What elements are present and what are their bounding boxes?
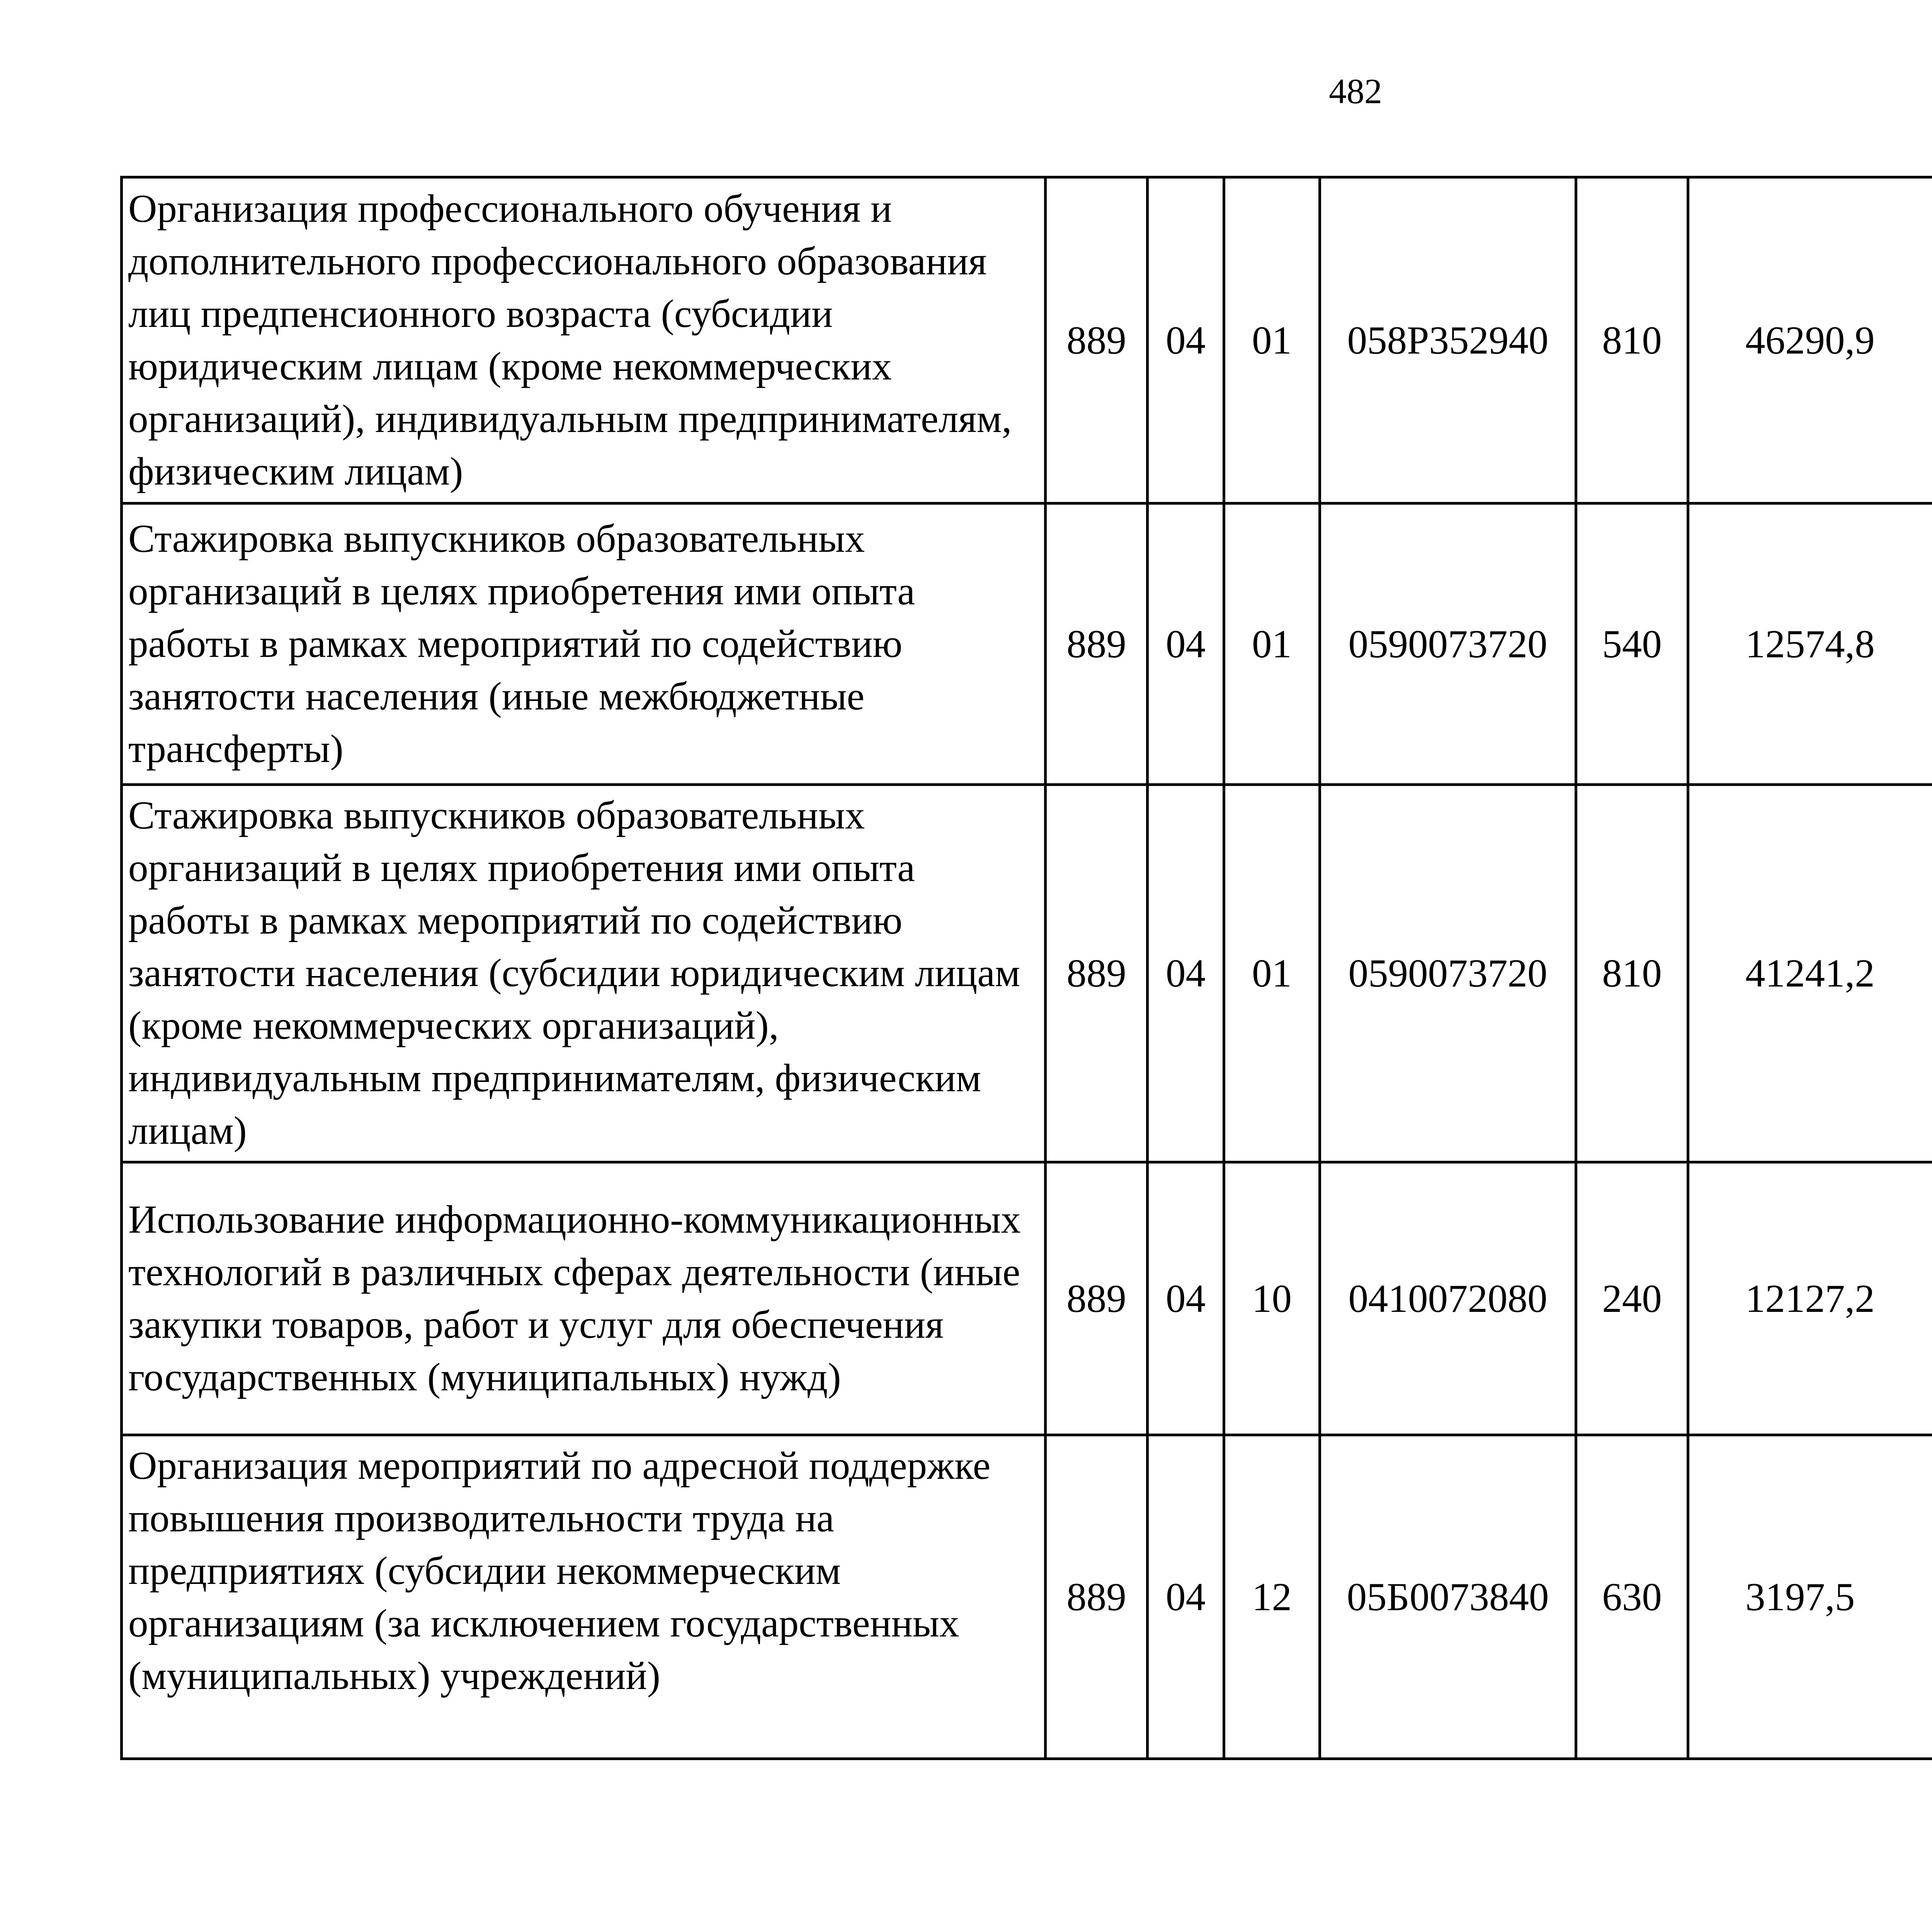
table-row: [122, 177, 1932, 503]
section-code: 04: [1148, 785, 1224, 1162]
table-row: [122, 1435, 1932, 1759]
subsection-code: 12: [1224, 1435, 1320, 1759]
section-code: 04: [1148, 503, 1224, 785]
expense-type-code: 810: [1576, 785, 1688, 1162]
target-article-code: 05Б0073840: [1320, 1435, 1576, 1759]
ministry-code: 889: [1046, 177, 1148, 503]
amount-year-1: 12127,2: [1688, 1162, 1932, 1435]
ministry-code: 889: [1046, 1162, 1148, 1435]
row-description: Организация профессионального обучения и дополнительного профессионального образования лиц предпенсионного возраста (субсидии юридическим лицам (кроме некоммерческих организаций), индивидуальным предпринимателям, физическим лицам): [122, 177, 1046, 503]
target-article-code: 058Р352940: [1320, 177, 1576, 503]
amount-year-1: 3197,5: [1688, 1435, 1932, 1759]
expense-type-code: 540: [1576, 503, 1688, 785]
target-article-code: 0410072080: [1320, 1162, 1576, 1435]
page-number: 482: [1329, 71, 1382, 111]
amount-year-1: 41241,2: [1688, 785, 1932, 1162]
target-article-code: 0590073720: [1320, 503, 1576, 785]
amount-year-1: 46290,9: [1688, 177, 1932, 503]
target-article-code: 0590073720: [1320, 785, 1576, 1162]
table-row: [122, 785, 1932, 1162]
section-code: 04: [1148, 1435, 1224, 1759]
subsection-code: 01: [1224, 785, 1320, 1162]
section-code: 04: [1148, 1162, 1224, 1435]
row-description: Стажировка выпускников образовательных организаций в целях приобретения ими опыта работы в рамках мероприятий по содействию занятости населения (субсидии юридическим лицам (кроме некоммерческих организаций), индивидуальным предпринимателям, физическим лицам): [122, 785, 1046, 1162]
section-code: 04: [1148, 177, 1224, 503]
budget-table: [120, 176, 1932, 1760]
expense-type-code: 630: [1576, 1435, 1688, 1759]
row-description: Стажировка выпускников образовательных организаций в целях приобретения ими опыта работы в рамках мероприятий по содействию занятости населения (иные межбюджетные трансферты): [122, 503, 1046, 785]
amount-year-1: 12574,8: [1688, 503, 1932, 785]
table-row: [122, 503, 1932, 785]
subsection-code: 10: [1224, 1162, 1320, 1435]
ministry-code: 889: [1046, 503, 1148, 785]
ministry-code: 889: [1046, 1435, 1148, 1759]
expense-type-code: 810: [1576, 177, 1688, 503]
table-row: [122, 1162, 1932, 1435]
subsection-code: 01: [1224, 177, 1320, 503]
row-description: Использование информационно-коммуникационных технологий в различных сферах деятельности (иные закупки товаров, работ и услуг для обеспечения государственных (муниципальных) нужд): [122, 1162, 1046, 1435]
ministry-code: 889: [1046, 785, 1148, 1162]
expense-type-code: 240: [1576, 1162, 1688, 1435]
row-description: Организация мероприятий по адресной поддержке повышения производительности труда на предприятиях (субсидии некоммерческим организациям (за исключением государственных (муниципальных) учреждений): [122, 1435, 1046, 1759]
subsection-code: 01: [1224, 503, 1320, 785]
